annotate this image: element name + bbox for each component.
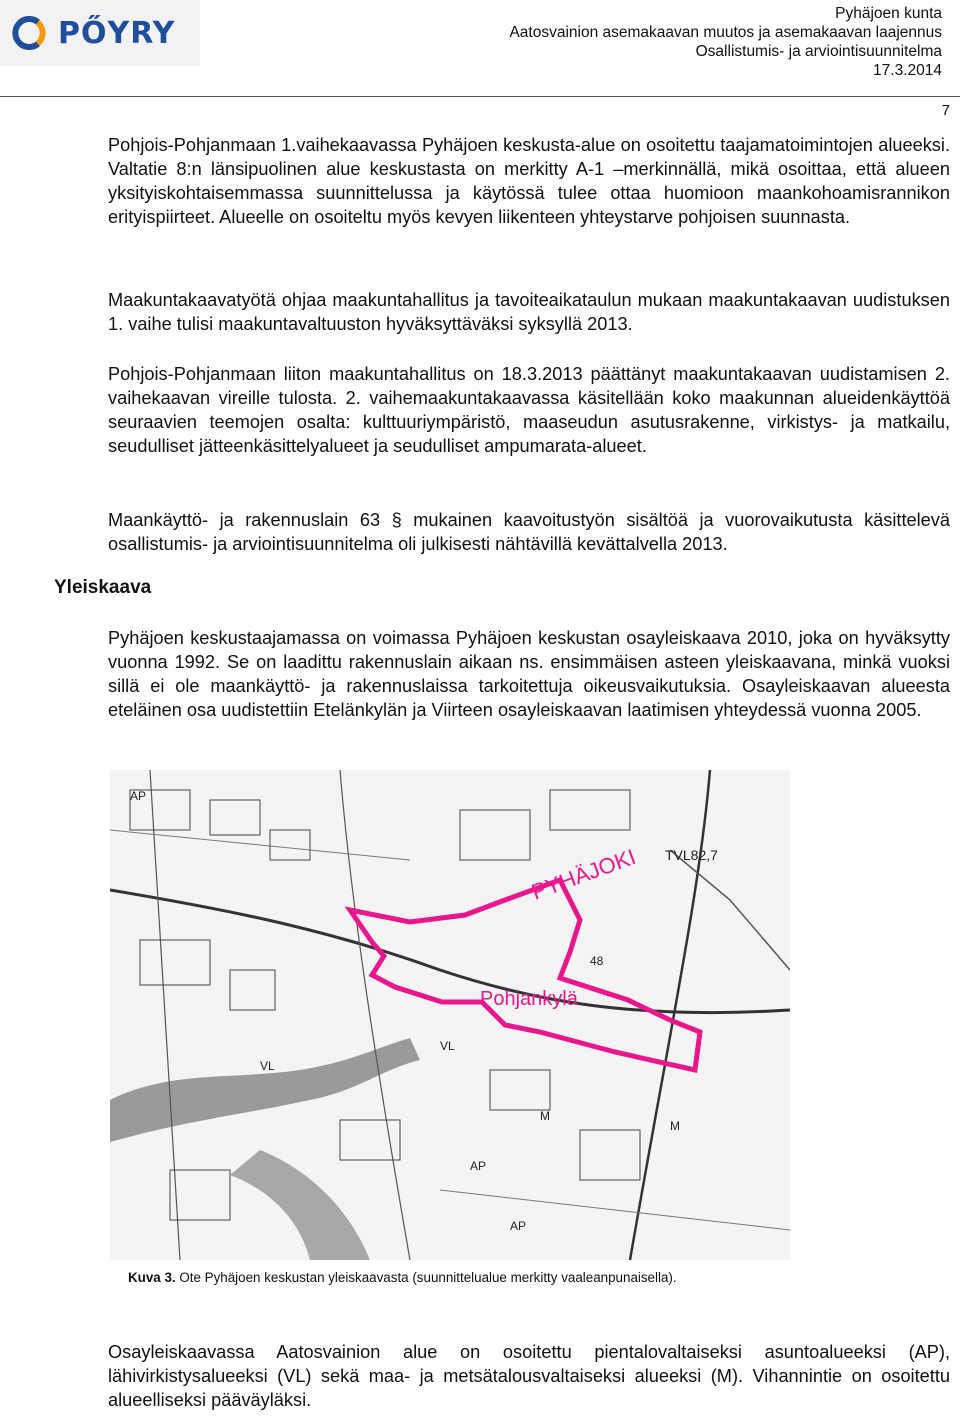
header-date: 17.3.2014 <box>873 62 942 79</box>
map-label-pyhajoki: PYHÄJOKI <box>528 843 639 905</box>
header-document-type: Osallistumis- ja arviointisuunnitelma <box>695 43 942 60</box>
header-municipality: Pyhäjoen kunta <box>835 5 942 22</box>
figure-caption-text: Ote Pyhäjoen keskustan yleiskaavasta (suunnittelualue merkitty vaaleanpunaisella). <box>175 1270 677 1285</box>
general-plan-map <box>110 770 790 1260</box>
paragraph-maakuntakaava: Pohjois-Pohjanmaan 1.vaihekaavassa Pyhäjoen keskusta-alue on osoitettu taajamatoimintojen alueeksi. Valtatie 8:n länsipuolinen alue keskustasta on merkitty A-1 –merkinnällä, mikä osoittaa, että alueen yksityiskohtaisemmassa suunnittelussa ja käytössä tulee ottaa huomioon maankohoamisrannikon erityispiirteet. Alueelle on osoiteltu myös kevyen liikenteen yhteystarve pohjoisen suunnasta. <box>108 135 950 227</box>
logo-text: PŐYRY <box>58 16 176 51</box>
figure-caption-label: Kuva 3. <box>128 1270 176 1285</box>
map-label-48: 48 <box>590 954 604 968</box>
section-heading-yleiskaava: Yleiskaava <box>54 577 152 598</box>
map-label-pohjankyla: Pohjankylä <box>480 988 578 1010</box>
paragraph-vaihekaava: Pohjois-Pohjanmaan liiton maakuntahallitus on 18.3.2013 päättänyt maakuntakaavan uudistamisen 2. vaihekaavan vireille tulosta. 2. vaihemaakuntakaavassa käsitellään koko maakunnan alueidenkäyttöä seuraavien teemojen osalta: kulttuuriympäristö, maaseudun asutusrakenne, virkistys- ja matkailu, seudulliset jätteenkäsittelyalueet ja seudulliset ampumarata-alueet. <box>108 364 950 456</box>
paragraph-yleiskaava: Pyhäjoen keskustaajamassa on voimassa Pyhäjoen keskustan osayleiskaava 2010, joka on hyväksytty vuonna 1992. Se on laadittu rakennuslain aikaan ns. ensimmäisen asteen yleiskaavana, minkä vuoksi sillä ei ole maankäyttö- ja rakennuslaissa tarkoitettuja oikeusvaikutuksia. Osayleiskaavan alueesta eteläinen osa uudistettiin Etelänkylän ja Viirteen osayleiskaavan laatimisen yhteydessä vuonna 2005. <box>108 628 950 720</box>
paragraph-oas: Maankäyttö- ja rakennuslain 63 § mukainen kaavoitustyön sisältöä ja vuorovaikutusta käsittelevä osallistumis- ja arviointisuunnitelma oli julkisesti nähtävillä kevättalvella 2013. <box>108 510 950 554</box>
poyry-logo <box>0 0 200 66</box>
paragraph-osayleiskaava: Osayleiskaavassa Aatosvainion alue on osoitettu pientalovaltaiseksi asuntoalueeksi (AP), lähivirkistysalueeksi (VL) sekä maa- ja metsätalousvaltaiseksi alueeksi (M). Vihannintie on osoitettu alueelliseksi pääväyläksi. <box>108 1342 950 1410</box>
map-image <box>110 770 790 1260</box>
map-label-ap-1: AP <box>130 789 147 803</box>
map-label-vl-1: VL <box>440 1039 455 1053</box>
map-label-tvl: TVL82,7 <box>665 847 718 863</box>
map-label-vl-2: VL <box>260 1059 275 1073</box>
map-label-ap-3: AP <box>510 1219 527 1233</box>
map-label-m-1: M <box>540 1109 550 1123</box>
document-header <box>509 4 942 80</box>
header-project-title: Aatosvainion asemakaavan muutos ja asemakaavan laajennus <box>509 24 942 41</box>
map-label-m-2: M <box>670 1119 680 1133</box>
map-label-ap-2: AP <box>470 1159 487 1173</box>
header-divider <box>0 96 960 97</box>
page-number: 7 <box>941 102 950 119</box>
figure-caption <box>128 1270 677 1285</box>
paragraph-aikataulu: Maakuntakaavatyötä ohjaa maakuntahallitus ja tavoiteaikataulun mukaan maakuntakaavan uudistuksen 1. vaihe tulisi maakuntavaltuuston hyväksyttäväksi syksyllä 2013. <box>108 290 950 334</box>
